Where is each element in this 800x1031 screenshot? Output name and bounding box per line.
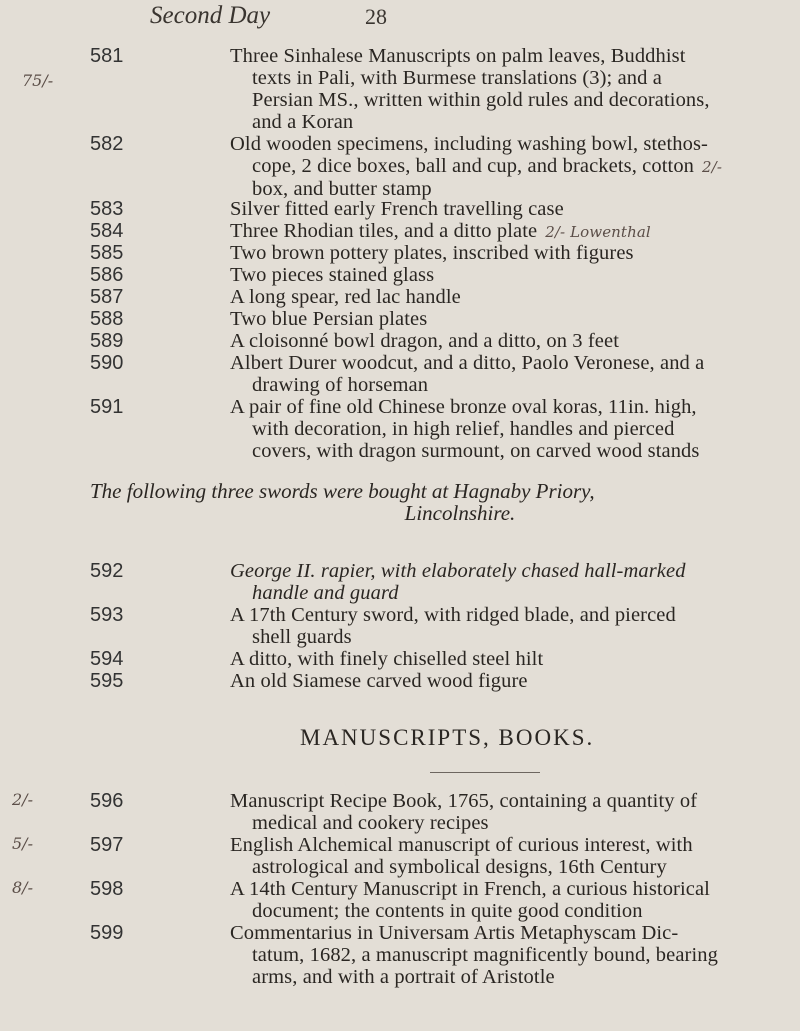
lot-number: 584: [90, 220, 124, 242]
lot-number: 597: [90, 834, 124, 856]
lot-entry: [90, 352, 790, 396]
lot-number: 598: [90, 878, 124, 900]
lot-entry: [90, 604, 790, 648]
lot-number: 591: [90, 396, 124, 418]
lot-number: 593: [90, 604, 124, 626]
margin-note: 5/-: [12, 834, 33, 853]
pencil-rule: [430, 772, 540, 773]
lot-description: A ditto, with finely chiselled steel hilt: [230, 648, 544, 670]
lot-number: 594: [90, 648, 124, 670]
lot-entry: [90, 308, 790, 330]
lot-entry: [90, 330, 790, 352]
lot-description: Manuscript Recipe Book, 1765, containing a quantity of medical and cookery recipes: [230, 790, 698, 834]
price-note: 2/- Lowenthal: [545, 223, 651, 241]
lot-description: A long spear, red lac handle: [230, 286, 461, 308]
lot-number: 583: [90, 198, 124, 220]
lot-entry: [90, 133, 790, 200]
margin-note: 2/-: [12, 790, 33, 809]
lot-description: Three Sinhalese Manuscripts on palm leaves, Buddhist texts in Pali, with Burmese translations (3); and a Persian MS., written within gold rules and decorations, and a Koran: [230, 45, 710, 133]
lot-description: Silver fitted early French travelling case: [230, 198, 564, 220]
lot-number: 589: [90, 330, 124, 352]
section-heading: MANUSCRIPTS, BOOKS.: [300, 725, 595, 750]
price-note: 2/-: [702, 158, 722, 176]
swords-intro: The following three swords were bought at Hagnaby Priory, Lincolnshire.: [90, 479, 595, 525]
lot-description: A 17th Century sword, with ridged blade, and pierced shell guards: [230, 604, 676, 648]
lot-entry: [0, 45, 710, 133]
lot-entry: [90, 922, 790, 988]
lot-entry: [12, 834, 790, 878]
lot-entry: [12, 790, 790, 834]
lot-entry: [90, 264, 790, 286]
lot-description: Two blue Persian plates: [230, 308, 428, 330]
margin-note: 75/-: [22, 71, 54, 90]
lot-entry: [12, 878, 790, 922]
page-number: 28: [365, 4, 387, 29]
lot-number: 588: [90, 308, 124, 330]
lot-description: A pair of fine old Chinese bronze oval koras, 11in. high, with decoration, in high relief, handles and pierced covers, with dragon surmount, on carved wood stands: [230, 396, 700, 462]
lot-description: Old wooden specimens, including washing bowl, stethos- cope, 2 dice boxes, ball and cup, and brackets, cotton 2/- box, and butter stamp: [230, 133, 722, 200]
lot-description: Three Rhodian tiles, and a ditto plate 2/- Lowenthal: [230, 220, 651, 242]
lot-number: 596: [90, 790, 124, 812]
lot-entry: [90, 242, 790, 264]
lot-entry: [90, 198, 790, 220]
lot-description: An old Siamese carved wood figure: [230, 670, 528, 692]
lot-number: 582: [90, 133, 124, 155]
lot-description: A cloisonné bowl dragon, and a ditto, on 3 feet: [230, 330, 619, 352]
lot-description: Two brown pottery plates, inscribed with figures: [230, 242, 634, 264]
lot-description: A 14th Century Manuscript in French, a curious historical document; the contents in quite good condition: [230, 878, 710, 922]
lot-number: 585: [90, 242, 124, 264]
lot-entry: [90, 648, 790, 670]
lot-entry: [90, 286, 790, 308]
lot-entry: [90, 670, 790, 692]
lot-number: 590: [90, 352, 124, 374]
lot-description: Albert Durer woodcut, and a ditto, Paolo Veronese, and a drawing of horseman: [230, 352, 705, 396]
lot-number: 592: [90, 560, 124, 582]
lot-description: George II. rapier, with elaborately chased hall-marked handle and guard: [230, 560, 686, 604]
lot-number: 581: [90, 45, 124, 67]
lot-number: 586: [90, 264, 124, 286]
lot-description: Two pieces stained glass: [230, 264, 435, 286]
lot-description: Commentarius in Universam Artis Metaphyscam Dic- tatum, 1682, a manuscript magnificently bound, bearing arms, and with a portrait of Aristotle: [230, 922, 718, 988]
lot-number: 595: [90, 670, 124, 692]
lot-entry: [90, 560, 790, 604]
lot-number: 599: [90, 922, 124, 944]
lot-description: English Alchemical manuscript of curious interest, with astrological and symbolical designs, 16th Century: [230, 834, 693, 878]
lot-entry: [90, 396, 790, 462]
lot-number: 587: [90, 286, 124, 308]
margin-note: 8/-: [12, 878, 33, 897]
section-title: Second Day: [150, 2, 271, 29]
lot-entry: [90, 220, 790, 243]
